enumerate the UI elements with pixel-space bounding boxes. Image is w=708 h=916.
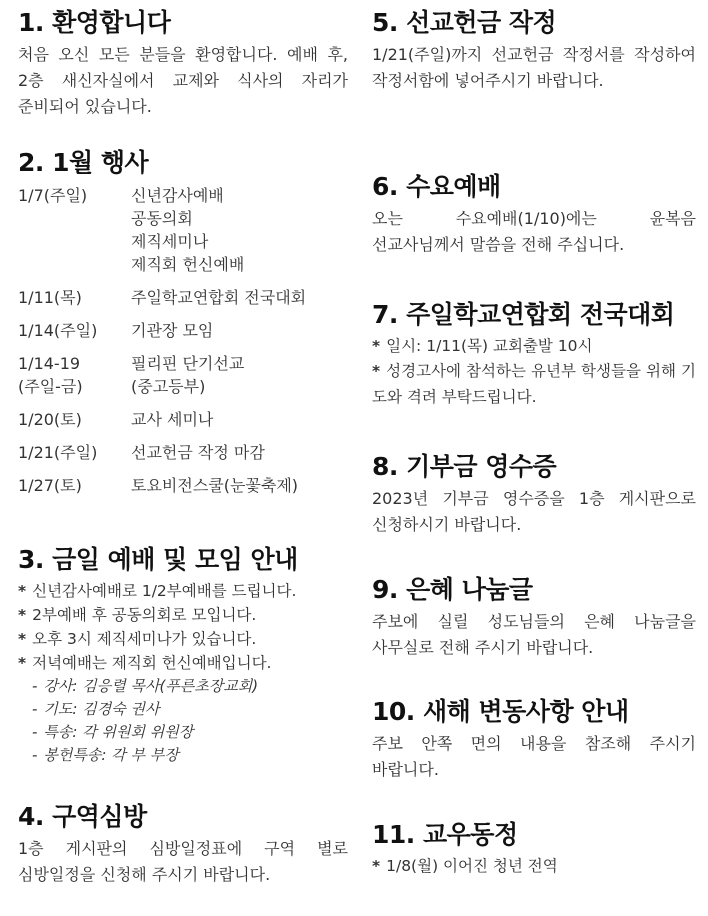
section-title: 6. 수요예배	[372, 172, 501, 201]
schedule-row	[18, 408, 348, 431]
section-wednesday-worship	[372, 172, 696, 258]
section-title: 3. 금일 예배 및 모임 안내	[18, 545, 298, 574]
schedule-row	[18, 319, 348, 342]
list-item-text: 일시: 1/11(목) 교회출발 10시	[386, 337, 593, 355]
section-mission-offering	[372, 8, 696, 94]
section-body: 오는 수요예배(1/10)에는 윤복음 선교사님께서 말씀을 전해 주십니다.	[372, 209, 696, 254]
schedule-date: 1/20(토)	[18, 410, 82, 429]
schedule-event: 필리핀 단기선교 (중고등부)	[131, 354, 245, 396]
section-body: 1층 게시판의 심방일정표에 구역 별로 심방일정을 신청해 주시기 바랍니다.	[18, 839, 348, 884]
bullet-mark: *	[18, 630, 27, 648]
schedule-event: 선교헌금 작정 마감	[131, 443, 265, 462]
list-item	[18, 627, 348, 651]
section-title: 2. 1월 행사	[18, 148, 149, 177]
list-item-text: 2부예배 후 공동의회로 모입니다.	[32, 606, 257, 624]
list-item-text: 신년감사예배로 1/2부예배를 드립니다.	[32, 582, 297, 600]
dash-mark: -	[32, 746, 38, 764]
list-item	[372, 358, 696, 410]
sub-item	[18, 744, 348, 767]
section-title: 10. 새해 변동사항 안내	[372, 697, 629, 726]
section-title: 1. 환영합니다	[18, 8, 171, 37]
schedule-date: 1/11(목)	[18, 288, 82, 307]
schedule-row	[18, 286, 348, 309]
list-item-text: 저녁예배는 제직회 헌신예배입니다.	[32, 654, 272, 672]
section-body: 주보 안쪽 면의 내용을 참조해 주시기 바랍니다.	[372, 734, 696, 779]
list-item-text: 오후 3시 제직세미나가 있습니다.	[32, 630, 257, 648]
schedule-row	[18, 474, 348, 497]
schedule-date: 1/21(주일)	[18, 443, 98, 462]
sub-item-text: 봉헌특송: 각 부 부장	[43, 746, 179, 764]
dash-mark: -	[32, 700, 38, 718]
schedule-event: 신년감사예배 공동의회 제직세미나 제직회 헌신예배	[131, 186, 245, 274]
evening-worship-details	[18, 675, 348, 767]
section-sunday-school-convention	[372, 300, 696, 410]
section-body: 처음 오신 모든 분들을 환영합니다. 예배 후, 2층 새신자실에서 교제와 식사의 자리가 준비되어 있습니다.	[18, 45, 348, 116]
schedule-date: 1/14-19 (주일-금)	[18, 354, 83, 396]
section-title: 4. 구역심방	[18, 802, 147, 831]
schedule-row	[18, 184, 348, 276]
section-district-visit	[18, 802, 348, 888]
list-item	[372, 334, 696, 358]
schedule-event: 기관장 모임	[131, 321, 214, 340]
bullet-mark: *	[372, 857, 381, 875]
bullet-mark: *	[18, 654, 27, 672]
section-title: 5. 선교헌금 작정	[372, 8, 557, 37]
section-grace-sharing	[372, 575, 696, 661]
bullet-mark: *	[18, 606, 27, 624]
bullet-mark: *	[18, 582, 27, 600]
dash-mark: -	[32, 723, 38, 741]
schedule-date: 1/14(주일)	[18, 321, 98, 340]
section-donation-receipt	[372, 452, 696, 538]
section-body: 1/21(주일)까지 선교헌금 작정서를 작성하여 작정서함에 넣어주시기 바랍니다.	[372, 45, 696, 90]
section-body: 주보에 실릴 성도님들의 은혜 나눔글을 사무실로 전해 주시기 바랍니다.	[372, 612, 696, 657]
list-item-text: 성경고사에 참석하는 유년부 학생들을 위해 기도와 격려 부탁드립니다.	[372, 362, 696, 406]
sub-item-text: 특송: 각 위원회 위원장	[43, 723, 194, 741]
member-news-list	[372, 854, 696, 878]
list-item	[18, 603, 348, 627]
list-item-text: 1/8(월) 이어진 청년 전역	[386, 857, 558, 875]
sub-item	[18, 675, 348, 698]
bullet-mark: *	[372, 362, 381, 380]
schedule-event: 주일학교연합회 전국대회	[131, 288, 307, 307]
schedule-event: 토요비전스쿨(눈꽃축제)	[131, 476, 299, 495]
section-title: 8. 기부금 영수증	[372, 452, 557, 481]
section-member-news	[372, 820, 696, 878]
schedule-date: 1/7(주일)	[18, 186, 88, 205]
list-item	[18, 651, 348, 675]
sub-item-text: 기도: 김경숙 권사	[43, 700, 160, 718]
section-january-events	[18, 148, 348, 497]
section-new-year-changes	[372, 697, 696, 783]
list-item	[372, 854, 696, 878]
bullet-mark: *	[372, 337, 381, 355]
schedule-row	[18, 441, 348, 464]
worship-list	[18, 579, 348, 675]
section-title: 7. 주일학교연합회 전국대회	[372, 300, 675, 329]
section-welcome	[18, 8, 348, 120]
section-today-worship	[18, 545, 348, 767]
sub-item	[18, 721, 348, 744]
list-item	[18, 579, 348, 603]
section-title: 11. 교우동정	[372, 820, 518, 849]
section-body: 2023년 기부금 영수증을 1층 게시판으로 신청하시기 바랍니다.	[372, 489, 696, 534]
schedule-date: 1/27(토)	[18, 476, 82, 495]
schedule-event: 교사 세미나	[131, 410, 214, 429]
event-schedule	[18, 184, 348, 497]
sub-item	[18, 698, 348, 721]
section-title: 9. 은혜 나눔글	[372, 575, 533, 604]
dash-mark: -	[32, 677, 38, 695]
sub-item-text: 강사: 김응렬 목사(푸른초장교회)	[43, 677, 259, 695]
schedule-row	[18, 352, 348, 398]
convention-list	[372, 334, 696, 410]
